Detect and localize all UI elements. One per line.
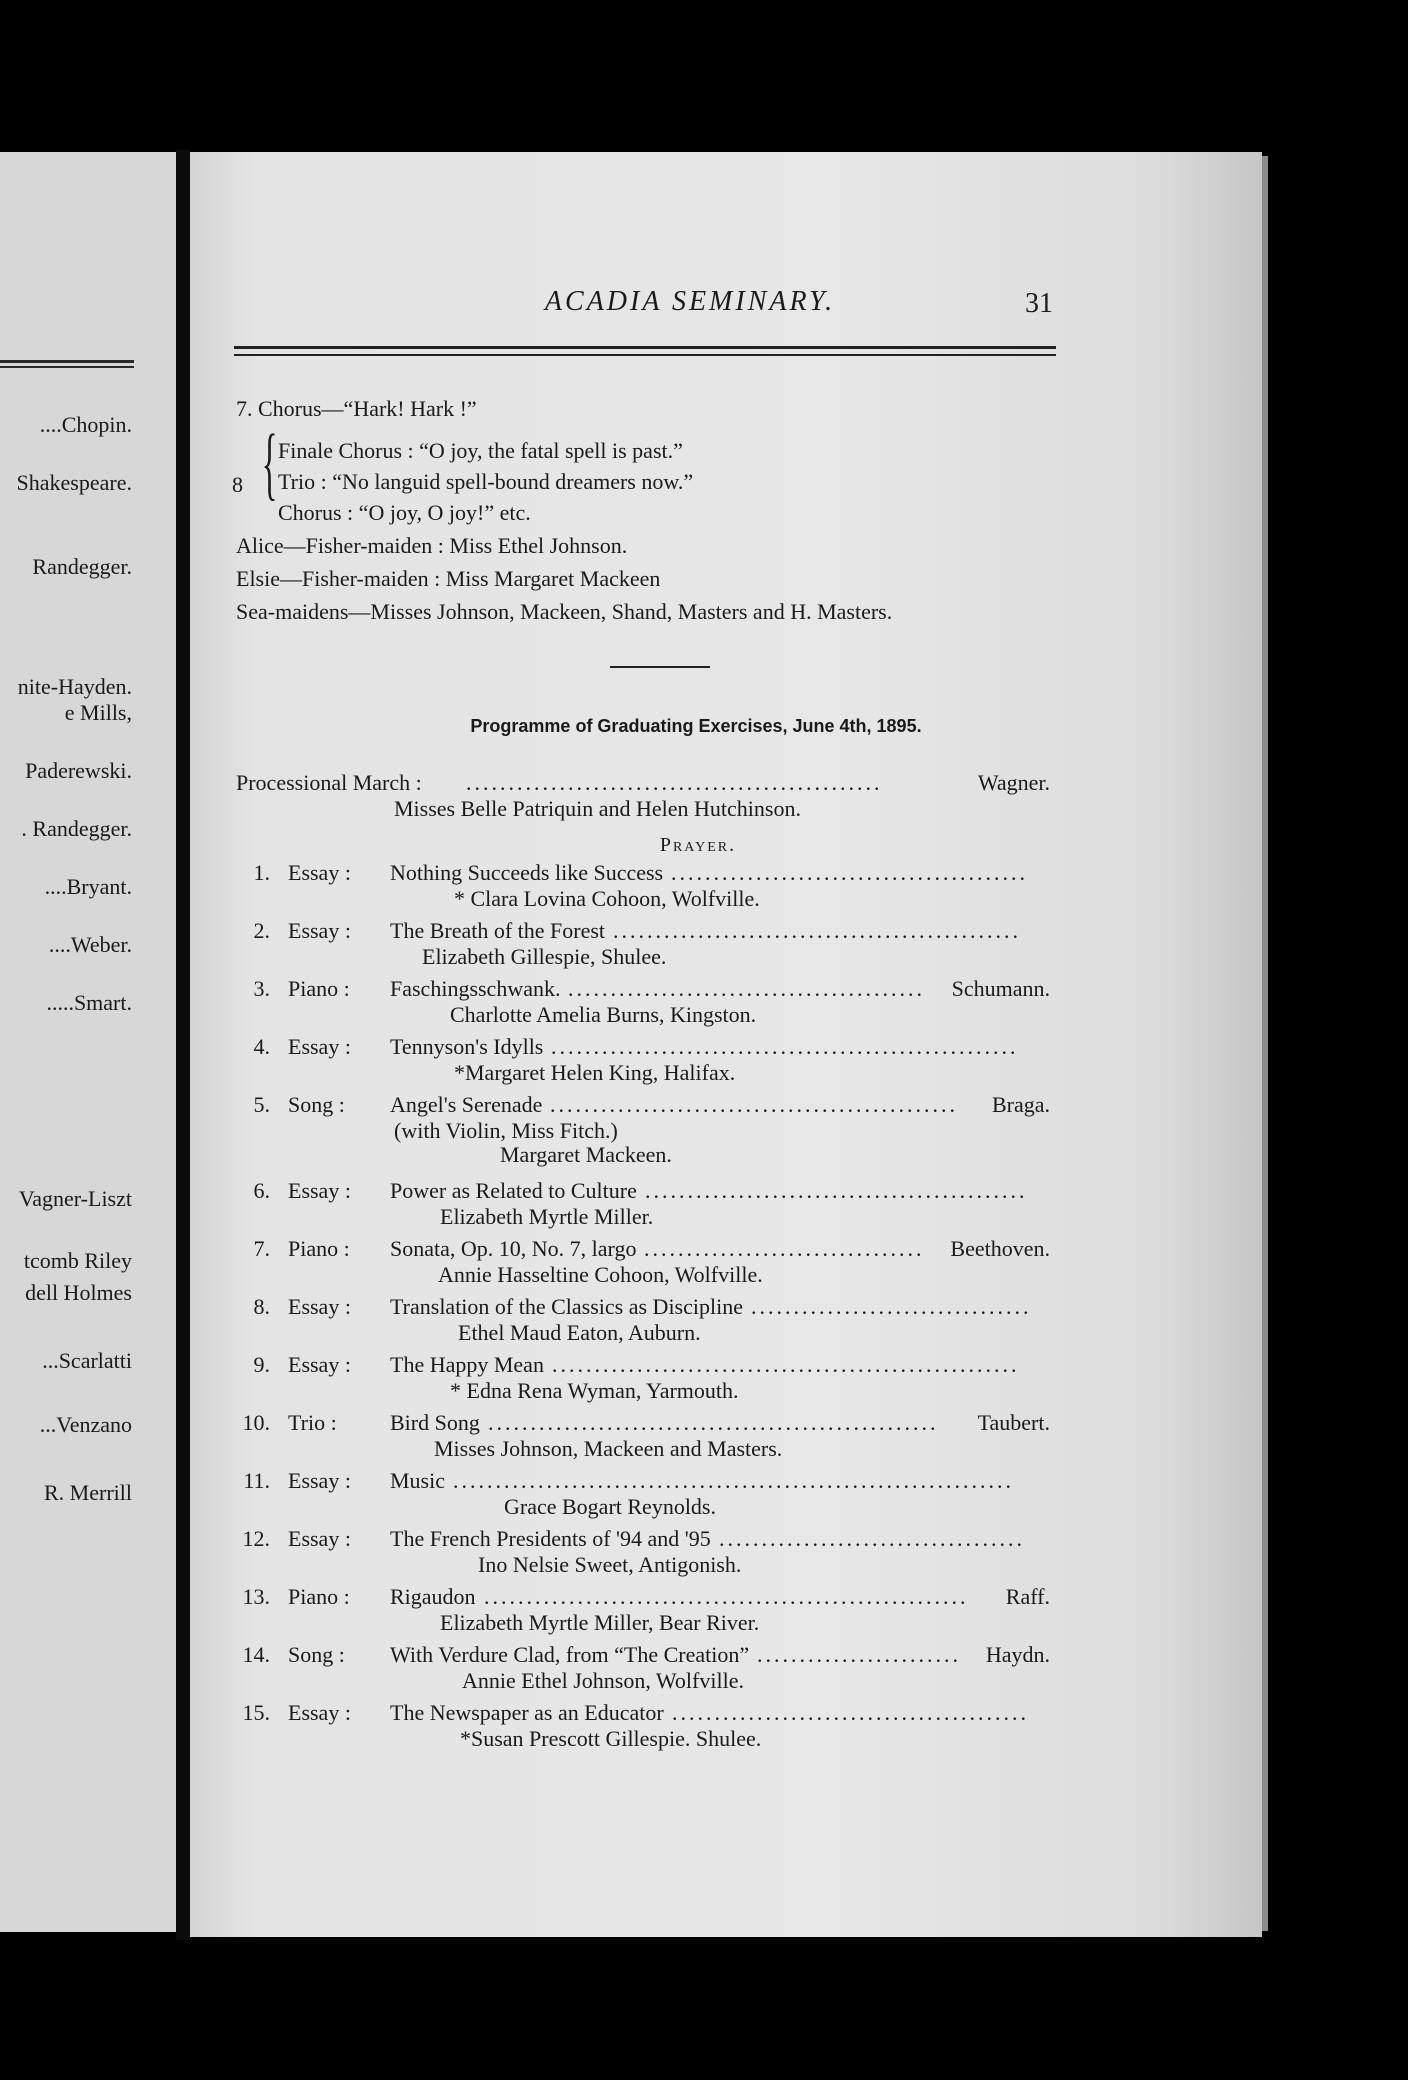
item-composer: Taubert.: [977, 1410, 1050, 1435]
leader-dots: ................................................: [550, 1092, 958, 1117]
leader-dots: ........................: [757, 1642, 961, 1667]
item-title: The Happy Mean: [390, 1352, 544, 1377]
opera-item-chorus: 7. Chorus—“Hark! Hark !”: [236, 396, 477, 421]
left-page-line: ....Bryant.: [44, 874, 132, 899]
item-composer: Raff.: [1005, 1584, 1050, 1609]
item-performer: Charlotte Amelia Burns, Kingston.: [450, 1002, 757, 1027]
item-number: 4.: [253, 1034, 270, 1059]
item-number: 1.: [253, 860, 270, 885]
right-page: [190, 152, 1262, 1937]
item-number: 2.: [253, 918, 270, 943]
item-title: Rigaudon: [390, 1584, 476, 1609]
item-number: 6.: [253, 1178, 270, 1203]
item-type: Essay :: [288, 1352, 351, 1377]
header-rule: [234, 346, 1056, 356]
programme-item: [230, 1584, 1050, 1610]
march-performers: Misses Belle Patriquin and Helen Hutchinson.: [394, 796, 801, 821]
programme-item: [230, 1468, 1050, 1494]
opera-trio: Trio : “No languid spell-bound dreamers now.”: [278, 469, 694, 494]
item-title: Music: [390, 1468, 445, 1493]
item-type: Essay :: [288, 860, 351, 885]
programme-item: [230, 860, 1050, 886]
left-page-line: .....Smart.: [46, 990, 132, 1015]
item-composer: Braga.: [991, 1092, 1050, 1117]
item-title: The Newspaper as an Educator: [390, 1700, 664, 1725]
item-performer: Elizabeth Myrtle Miller.: [440, 1204, 654, 1229]
opera-chorus-final: Chorus : “O joy, O joy!” etc.: [278, 500, 531, 525]
item-title: The French Presidents of '94 and '95: [390, 1526, 711, 1551]
item-type: Essay :: [288, 1468, 351, 1493]
left-page-line: Randegger.: [32, 554, 132, 579]
opera-item-number: 8: [232, 472, 243, 497]
left-page-line: Paderewski.: [25, 758, 132, 783]
opera-finale-chorus: Finale Chorus : “O joy, the fatal spell is past.”: [278, 438, 683, 463]
item-type: Essay :: [288, 1700, 351, 1725]
item-performer: Elizabeth Myrtle Miller, Bear River.: [440, 1610, 760, 1635]
section-divider: [610, 666, 710, 668]
item-performer: (with Violin, Miss Fitch.): [394, 1118, 618, 1143]
item-performer: *Margaret Helen King, Halifax.: [454, 1060, 736, 1085]
item-performer: Annie Hasseltine Cohoon, Wolfville.: [438, 1262, 763, 1287]
item-performer: Annie Ethel Johnson, Wolfville.: [462, 1668, 744, 1693]
programme-item: [230, 1526, 1050, 1552]
programme-item: [230, 1700, 1050, 1726]
leader-dots: .................................: [751, 1294, 1032, 1319]
item-composer: Haydn.: [985, 1642, 1050, 1667]
item-number: 12.: [242, 1526, 270, 1551]
item-title: Angel's Serenade: [390, 1092, 543, 1117]
cast-elsie: Elsie—Fisher-maiden : Miss Margaret Mackeen: [236, 566, 661, 591]
running-header: ACADIA SEMINARY.: [544, 286, 836, 317]
programme-item: [230, 1410, 1050, 1436]
item-composer: Schumann.: [951, 976, 1050, 1001]
leader-dots: ..........................................: [568, 976, 925, 1001]
item-title: Tennyson's Idylls: [390, 1034, 544, 1059]
item-performer: * Edna Rena Wyman, Yarmouth.: [450, 1378, 739, 1403]
item-performer: Margaret Mackeen.: [500, 1142, 672, 1167]
left-page-rule: [0, 366, 134, 368]
item-type: Piano :: [288, 976, 350, 1001]
leader-dots: .........................................................: [484, 1584, 969, 1609]
prayer-label: Prayer.: [659, 834, 737, 856]
item-number: 14.: [242, 1642, 270, 1667]
left-page-line: ...Scarlatti: [42, 1348, 132, 1373]
item-number: 7.: [253, 1236, 270, 1261]
left-page-line: ...Venzano: [39, 1412, 132, 1437]
item-title: Faschingsschwank.: [390, 976, 561, 1001]
left-page-line: e Mills,: [64, 700, 132, 725]
item-type: Essay :: [288, 1526, 351, 1551]
programme-item: [230, 1642, 1050, 1668]
item-title: Power as Related to Culture: [390, 1178, 637, 1203]
item-type: Piano :: [288, 1236, 350, 1261]
item-type: Essay :: [288, 1178, 351, 1203]
processional-march: [230, 770, 1050, 796]
item-type: Essay :: [288, 1294, 351, 1319]
item-number: 15.: [242, 1700, 270, 1725]
item-title: The Breath of the Forest: [390, 918, 606, 943]
left-page-line: ....Chopin.: [39, 412, 132, 437]
leader-dots: .................................................: [466, 770, 883, 795]
item-type: Essay :: [288, 1034, 351, 1059]
left-page-line: R. Merrill: [44, 1480, 132, 1505]
item-title: Bird Song: [390, 1410, 480, 1435]
leader-dots: .....................................................: [488, 1410, 939, 1435]
item-number: 11.: [243, 1468, 270, 1493]
item-type: Song :: [288, 1642, 345, 1667]
item-performer: * Clara Lovina Cohoon, Wolfville.: [454, 886, 760, 911]
programme-item: [230, 976, 1050, 1002]
item-number: 9.: [253, 1352, 270, 1377]
brace-symbol: {: [261, 417, 278, 508]
book-gutter: [176, 150, 190, 1940]
programme-item: [230, 918, 1050, 944]
programme-item: [230, 1236, 1050, 1262]
item-title: Nothing Succeeds like Success: [390, 860, 664, 885]
left-page-line: ....Weber.: [48, 932, 132, 957]
programme-item: [230, 1352, 1050, 1378]
item-type: Essay :: [288, 918, 351, 943]
programme-item: [230, 1178, 1050, 1204]
programme-heading: Programme of Graduating Exercises, June 4th, 1895.: [470, 716, 922, 736]
item-number: 8.: [253, 1294, 270, 1319]
item-number: 10.: [242, 1410, 270, 1435]
leader-dots: .......................................................: [551, 1034, 1019, 1059]
march-composer: Wagner.: [977, 770, 1050, 795]
left-page-rule: [0, 360, 134, 363]
item-type: Song :: [288, 1092, 345, 1117]
left-page-line: dell Holmes: [25, 1280, 132, 1305]
page-edge: [1262, 156, 1268, 1931]
leader-dots: ................................................: [613, 918, 1021, 943]
item-performer: Misses Johnson, Mackeen and Masters.: [434, 1436, 783, 1461]
item-title: Sonata, Op. 10, No. 7, largo: [390, 1236, 637, 1261]
item-composer: Beethoven.: [950, 1236, 1050, 1261]
leader-dots: .......................................................: [552, 1352, 1020, 1377]
item-performer: Grace Bogart Reynolds.: [504, 1494, 716, 1519]
left-page: [0, 152, 176, 1932]
cast-sea-maidens: Sea-maidens—Misses Johnson, Mackeen, Shand, Masters and H. Masters.: [236, 599, 893, 624]
programme-item: [230, 1034, 1050, 1060]
item-title: With Verdure Clad, from “The Creation”: [390, 1642, 750, 1667]
leader-dots: ..................................................................: [453, 1468, 1014, 1493]
item-number: 3.: [253, 976, 270, 1001]
leader-dots: ..........................................: [672, 1700, 1029, 1725]
item-title: Translation of the Classics as Discipline: [390, 1294, 743, 1319]
leader-dots: ..........................................: [671, 860, 1028, 885]
item-performer: Elizabeth Gillespie, Shulee.: [422, 944, 667, 969]
item-number: 5.: [253, 1092, 270, 1117]
item-type: Piano :: [288, 1584, 350, 1609]
leader-dots: ....................................: [719, 1526, 1025, 1551]
cast-alice: Alice—Fisher-maiden : Miss Ethel Johnson.: [236, 533, 628, 558]
programme-item: [230, 1092, 1050, 1118]
item-performer: Ethel Maud Eaton, Auburn.: [458, 1320, 701, 1345]
left-page-line: nite-Hayden.: [17, 674, 132, 699]
page-number: 31: [1025, 288, 1053, 319]
left-page-line: Vagner-Liszt: [18, 1186, 132, 1211]
item-type: Trio :: [288, 1410, 337, 1435]
left-page-line: . Randegger.: [21, 816, 132, 841]
left-page-line: tcomb Riley: [23, 1248, 132, 1273]
programme-item: [230, 1294, 1050, 1320]
leader-dots: .................................: [644, 1236, 925, 1261]
march-label: Processional March :: [236, 770, 422, 795]
item-performer: Ino Nelsie Sweet, Antigonish.: [478, 1552, 742, 1577]
leader-dots: .............................................: [645, 1178, 1028, 1203]
left-page-line: Shakespeare.: [16, 470, 132, 495]
item-performer: *Susan Prescott Gillespie. Shulee.: [460, 1726, 762, 1751]
item-number: 13.: [242, 1584, 270, 1609]
